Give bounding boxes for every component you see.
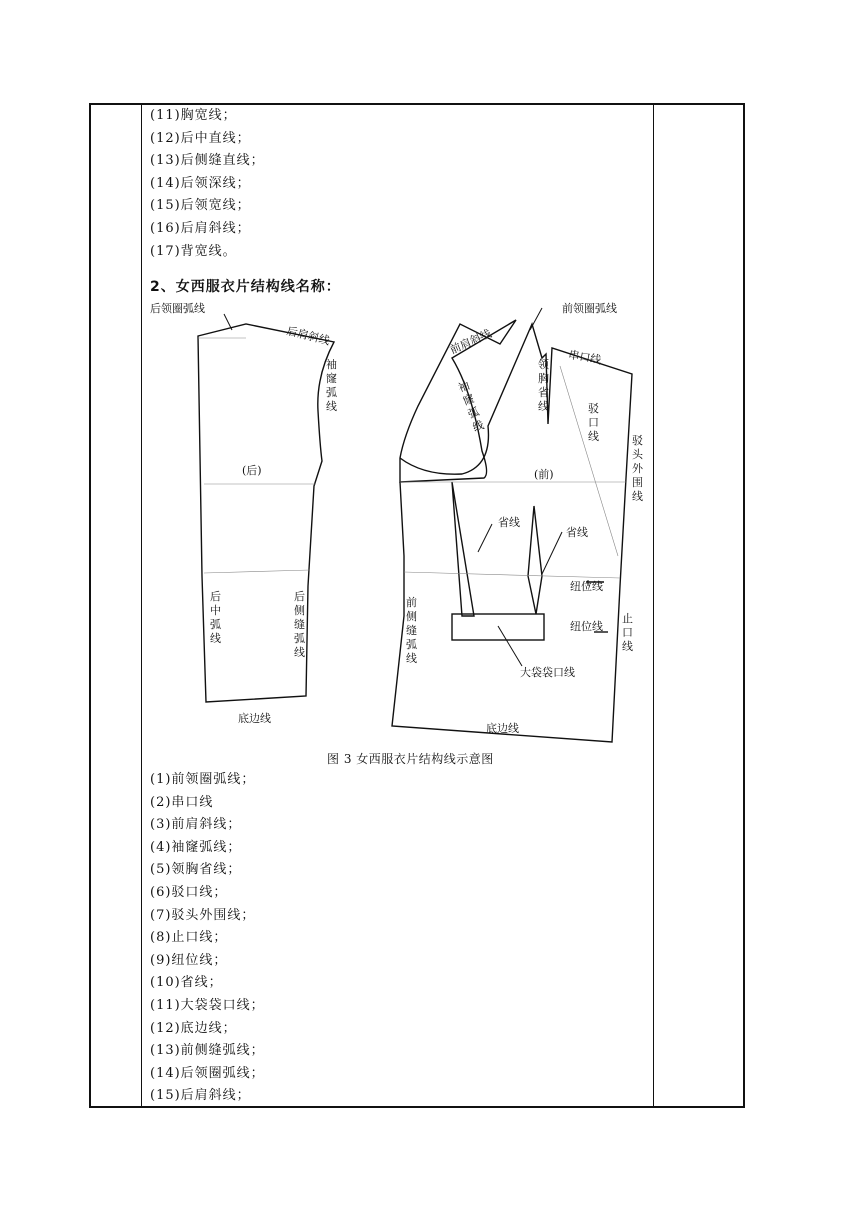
vertical-label-char: 线 [210,632,221,645]
list-item: (8)止口线； [150,930,228,946]
label-back-shoulder: 后肩斜线 [285,324,332,348]
vertical-label-char: 袖 [326,358,337,371]
label-back-hem: 底边线 [238,712,271,725]
vertical-label-char: 窿 [326,372,337,385]
vertical-label-char: 外 [632,462,643,475]
label-back-center-arc [210,590,221,645]
list-item: (15)后领宽线； [150,198,251,214]
vertical-label-char: 胸 [538,372,549,385]
list-item: (13)前侧缝弧线； [150,1043,265,1059]
vertical-label-char: 省 [538,386,549,399]
label-back-neck-arc: 后领圈弧线 [150,302,205,315]
vertical-label-char: 后 [294,590,305,603]
section-heading: 2、女西服衣片结构线名称： [150,279,341,295]
list-item: (4)袖窿弧线； [150,839,242,855]
vertical-label-char: 窿 [461,391,477,408]
label-back-mark: (后) [242,464,262,477]
label-dart-1: 省线 [498,516,520,529]
vertical-label-char: 口 [622,626,633,639]
vertical-label-char: 线 [326,400,337,413]
back-piece [198,324,334,702]
label-front-side-seam-arc [406,595,417,665]
list-item: (9)纽位线； [150,952,228,968]
list-item: (6)驳口线； [150,884,228,900]
vertical-label-char: 弧 [210,618,221,631]
label-front-hem: 底边线 [486,722,519,735]
list-item: (5)领胸省线； [150,862,242,878]
vertical-label-char: 侧 [294,604,305,617]
vertical-label-char: 头 [632,448,643,461]
vertical-label-char: 线 [470,418,486,435]
vertical-label-char: 线 [588,430,599,443]
figure-caption: 图 3 女西服衣片结构线示意图 [327,752,494,766]
vertical-label-char: 线 [632,490,643,503]
vertical-label-char: 缝 [294,618,305,631]
list-item: (12)底边线； [150,1020,237,1036]
list-item: (17)背宽线。 [150,243,237,259]
vertical-label-char: 围 [632,476,643,489]
list-item: (10)省线； [150,975,223,991]
label-front-edge [622,611,633,653]
label-front-neck-arc: 前领圈弧线 [562,302,617,315]
list-item: (12)后中直线； [150,130,251,146]
label-pocket: 大袋袋口线 [520,666,575,679]
list-top [150,105,265,263]
vertical-label-char: 止 [622,612,633,625]
list-item: (14)后领圈弧线； [150,1065,265,1081]
vertical-label-char: 前 [406,596,417,609]
label-front-armhole [456,378,485,434]
label-back-side-seam-arc [294,590,305,659]
vertical-label-char: 口 [588,416,599,429]
list-bottom [150,769,265,1108]
list-item: (1)前领圈弧线； [150,772,256,787]
column-divider-right [653,105,654,1106]
label-neck-dart [538,357,550,413]
list-item: (11)大袋袋口线； [150,997,265,1013]
list-item: (11)胸宽线； [150,108,237,123]
vertical-label-char: 弧 [466,405,481,422]
vertical-label-char: 线 [538,400,549,413]
vertical-label-char: 线 [622,640,633,653]
vertical-label-char: 驳 [588,402,599,415]
vertical-label-char: 弧 [294,632,305,645]
list-item: (15)后肩斜线； [150,1088,251,1104]
label-front-shoulder: 前肩斜线 [447,326,494,357]
label-roll-line [588,402,599,443]
vertical-label-char: 弧 [326,386,337,399]
list-item: (2)串口线 [150,794,214,810]
vertical-label-char: 线 [406,652,417,665]
label-button-pos-1: 纽位线 [570,580,603,593]
vertical-label-char: 线 [294,646,305,659]
vertical-label-char: 领 [538,358,549,371]
label-gorge-line: 串口线 [567,348,603,367]
vertical-label-char: 驳 [632,434,643,447]
list-item: (14)后领深线； [150,175,251,191]
list-item: (3)前肩斜线； [150,817,242,833]
vertical-label-char: 弧 [406,638,417,651]
label-lapel-edge [632,434,644,503]
vertical-label-char: 袖 [456,378,472,395]
label-front-mark: (前) [534,468,554,481]
garment-diagram [142,296,650,746]
label-back-armhole [326,357,337,413]
label-dart-2: 省线 [566,526,588,539]
list-item: (7)驳头外围线； [150,907,256,923]
list-item: (13)后侧缝直线； [150,153,265,169]
vertical-label-char: 后 [210,590,221,603]
list-item: (16)后肩斜线； [150,220,251,236]
vertical-label-char: 中 [210,604,221,617]
vertical-label-char: 缝 [406,624,417,637]
label-button-pos-2: 纽位线 [570,620,603,633]
vertical-label-char: 侧 [406,610,417,623]
